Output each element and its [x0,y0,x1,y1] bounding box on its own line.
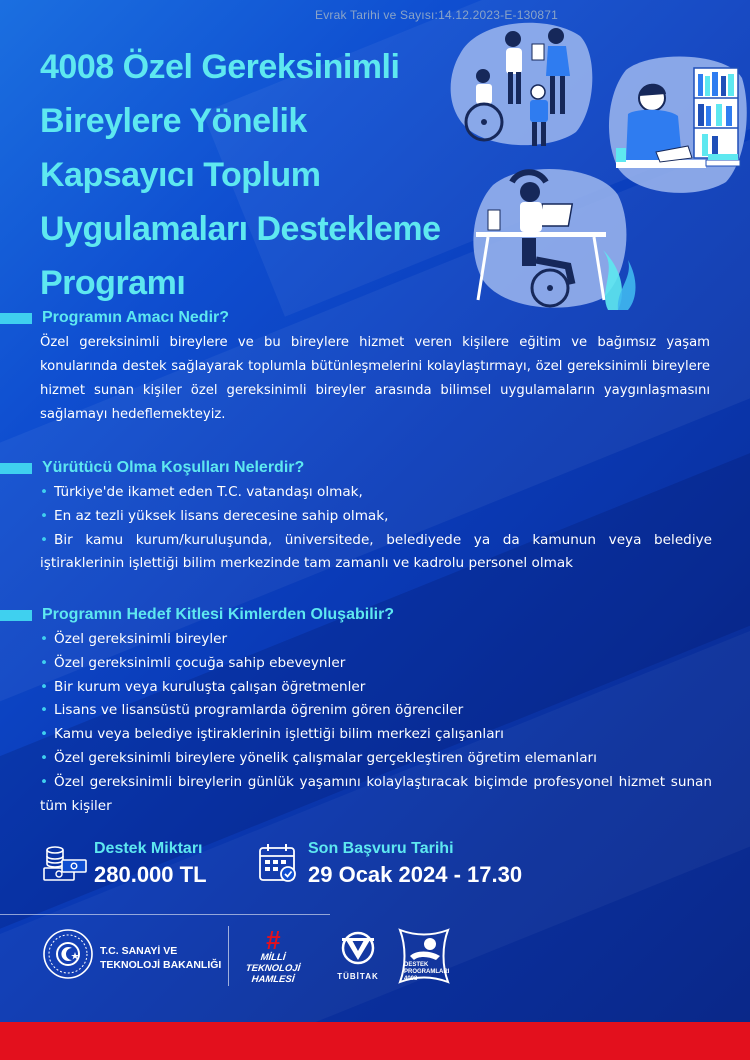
footer-separator [228,926,229,986]
title-line: 4008 Özel Gereksinimli [40,48,400,86]
title-line: Bireylere Yönelik [40,102,307,140]
section-target-audience [0,604,750,818]
bullet-icon: • [40,531,49,548]
list-item: • Özel gereksinimli çocuğa sahip ebeveynler [40,654,346,671]
destek-programlari-logo: DESTEK PROGRAMLARI 4008 [396,926,452,990]
section-eligibility [0,457,750,576]
tubitak-emblem-icon [338,930,378,966]
title-line: Programı [40,264,186,302]
target-audience-list [40,628,712,818]
deadline-value: 29 Ocak 2024 - 17.30 [308,862,523,887]
bottom-red-bar [0,1022,750,1060]
list-item: • Kamu veya belediye iştiraklerinin işlettiği bilim merkezi çalışanları [40,726,504,743]
bullet-icon: • [40,631,49,647]
list-item: • Türkiye'de ikamet eden T.C. vatandaşı olmak, [40,484,363,500]
deadline-label: Son Başvuru Tarihi [308,840,454,857]
support-value: 280.000 TL [94,862,207,887]
section-marker-bar [0,463,32,474]
bullet-icon: • [40,654,49,671]
list-item: • En az tezli yüksek lisans derecesine sahip olmak, [40,507,389,524]
bullet-icon: • [40,507,49,524]
list-item: • Özel gereksinimli bireylerin günlük yaşamını kolaylaştıracak biçimde profesyonel hizmet sunan tüm kişiler [40,773,712,814]
title-line: Kapsayıcı Toplum [40,156,321,194]
support-amount [42,838,207,890]
bullet-icon: • [40,773,49,790]
money-icon [42,842,88,884]
ministry-name: T.C. SANAYİ VE TEKNOLOJİ BAKANLIĞI [100,945,222,971]
footer-divider [0,914,330,915]
bullet-icon: • [40,678,49,695]
calendar-icon [258,842,298,884]
ministry-emblem-icon [42,928,94,980]
section-heading: Programın Amacı Nedir? [42,309,230,326]
bullet-icon: • [40,726,49,743]
list-item: • Bir kurum veya kuruluşta çalışan öğretmenler [40,678,366,695]
document-stamp: Evrak Tarihi ve Sayısı:14.12.2023-E-130871 [315,8,558,22]
list-item: • Lisans ve lisansüstü programlarda öğrenim gören öğrenciler [40,702,464,719]
list-item: • Bir kamu kurum/kuruluşunda, üniversitede, belediyede ya da kamunun veya belediye iştiraklerinin işlettiği bilim merkezinde tam zamanlı ve kadrolu personel olmak [40,531,712,572]
bullet-icon: • [40,702,49,719]
list-item: • Özel gereksinimli bireylere yönelik çalışmalar gerçekleştiren öğretim elemanları [40,749,597,766]
bullet-icon: • [40,749,49,766]
program-title [40,40,460,310]
eligibility-list [40,481,712,576]
section-program-purpose [0,307,750,427]
group-wheelchair-illustration [448,14,598,154]
section-marker-bar [0,610,32,621]
application-deadline [258,838,522,890]
desk-wheelchair-illustration [468,160,638,312]
milli-teknoloji-logo: # MİLLİ TEKNOLOJİ HAMLESİ [245,925,301,985]
section-marker-bar [0,313,32,324]
title-line: Uygulamaları Destekleme [40,210,441,248]
list-item: • Özel gereksinimli bireyler [40,631,228,647]
tubitak-logo: TÜBİTAK [336,930,380,981]
section-paragraph: Özel gereksinimli bireylere ve bu bireylere hizmet veren kişilere eğitim ve bağımsız yaşam konularında destek sağlayarak toplumla bütünleşmelerini kolaylaştırmayı, özel gereksinimli bireylere hizmet sunan kişiler özel gereksinimli bireyler arasında bilimsel uygulamaların yaygınlaşmasını sağlamayı hedeflemekteyiz. [40,335,710,422]
footer-logos [0,922,750,1012]
bullet-icon: • [40,484,49,500]
section-heading: Yürütücü Olma Koşulları Nelerdir? [42,459,305,476]
support-label: Destek Miktarı [94,840,203,857]
section-heading: Programın Hedef Kitlesi Kimlerden Oluşabilir? [42,606,395,623]
